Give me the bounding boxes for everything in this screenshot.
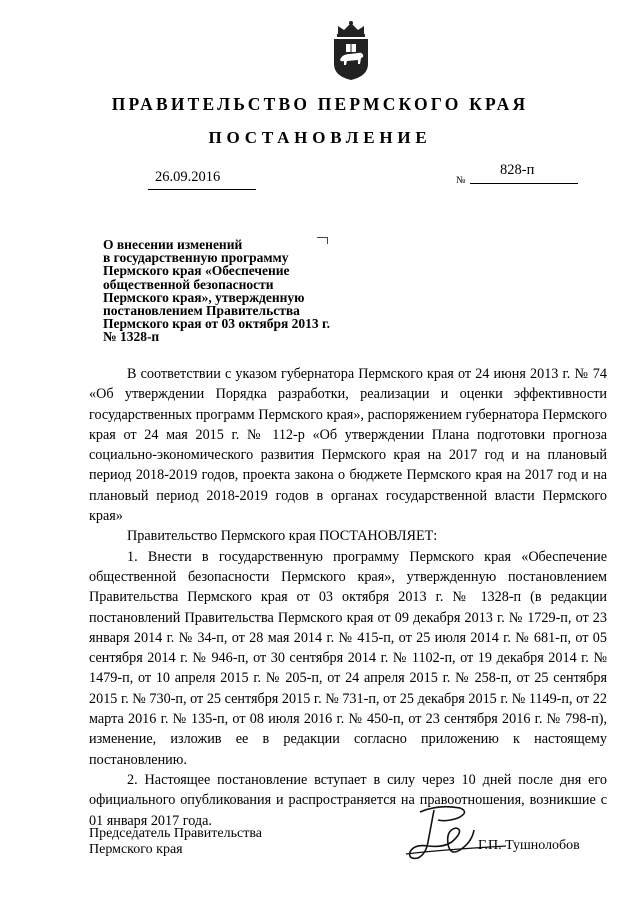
signatory-position-line: Председатель Правительства xyxy=(89,826,262,841)
subject-line: постановлением Правительства xyxy=(103,303,300,319)
number-sign: № xyxy=(456,175,466,186)
body-paragraph-item-2: 2. Настоящее постановление вступает в силу через 10 дней после дня его официального опубликования и распространяется на правоотношения, возникшие с 01 января 2017 года. xyxy=(89,771,607,829)
subject-line: общественной безопасности xyxy=(103,276,274,292)
perm-krai-coat-of-arms-icon xyxy=(330,20,372,82)
document-date: 26.09.2016 xyxy=(155,169,221,185)
document-body xyxy=(89,364,607,831)
document-number: 828-п xyxy=(500,162,535,178)
subject-bracket-mark xyxy=(317,237,328,244)
document-subject xyxy=(103,238,403,344)
body-paragraph-resolves: Правительство Пермского края ПОСТАНОВЛЯЕТ: xyxy=(127,528,438,545)
subject-line: Пермского края от 03 октября 2013 г. xyxy=(103,316,331,332)
subject-line: в государственную программу xyxy=(103,250,289,266)
subject-line: № 1328-п xyxy=(103,329,160,345)
date-underline xyxy=(148,189,256,190)
handwritten-signature-icon xyxy=(398,800,508,872)
signatory-position xyxy=(89,826,262,858)
number-underline xyxy=(470,183,578,184)
subject-line: Пермского края «Обеспечение xyxy=(103,263,290,279)
government-title: ПРАВИТЕЛЬСТВО ПЕРМСКОГО КРАЯ xyxy=(111,94,529,114)
signatory-position-line: Пермского края xyxy=(89,842,183,857)
subject-line: О внесении изменений xyxy=(103,237,243,252)
subject-line: Пермского края», утвержденную xyxy=(103,289,305,305)
body-paragraph-item-1: 1. Внести в государственную программу Пермского края «Обеспечение общественной безопасности Пермского края», утвержденную постановлением Правительства Пермского края от 03 октября 2013 г. № 1328-п (в редакции постановлений Правительства Пермского края от 09 декабря 2013 г. № 1729-п, от 23 января 2014 г. № 34-п, от 28 мая 2014 г. № 415-п, от 25 июля 2014 г. № 681-п, от 05 сентября 2014 г. № 946-п, от 30 сентября 2014 г. № 1102-п, от 19 декабря 2014 г. № 1479-п, от 10 апреля 2015 г. № 205-п, от 24 апреля 2015 г. № 258-п, от 25 сентября 2015 г. № 730-п, от 25 сентября 2015 г. № 731-п, от 25 декабря 2015 г. № 1149-п, от 22 марта 2016 г. № 135-п, от 08 июля 2016 г. № 450-п, от 23 сентября 2016 г. № 798-п), изменение, изложив ее в редакции согласно приложению к настоящему постановлению. xyxy=(89,548,607,768)
signatory-name: Г.П. Тушнолобов xyxy=(478,838,580,853)
document-type: ПОСТАНОВЛЕНИЕ xyxy=(208,128,432,147)
body-paragraph-preamble: В соответствии с указом губернатора Пермского края от 24 июня 2013 г. № 74 «Об утверждении Порядка разработки, реализации и оценки эффективности государственных программ Пермского края», распоряжением губернатора Пермского края от 24 мая 2015 г. № 112-р «Об утверждении Плана подготовки прогноза социально-экономического развития Пермского края на 2017 год и на плановый период 2018-2019 годов, проекта закона о бюджете Пермского края на 2017 год и на плановый период 2018-2019 годов в органах государственной власти Пермского края» xyxy=(89,366,607,525)
